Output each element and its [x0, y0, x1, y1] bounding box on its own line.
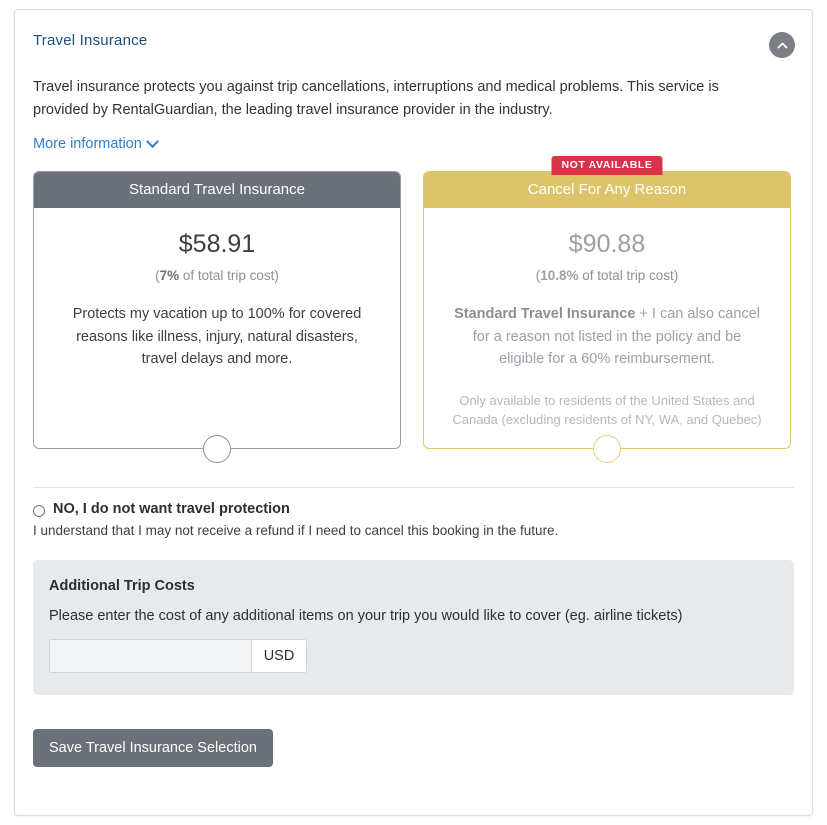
- intro-text: Travel insurance protects you against trip cancellations, interruptions and medical problems. This service is provided by RentalGuardian, the leading travel insurance provider in the industry.: [33, 79, 719, 119]
- plan-card-cancel-for-any-reason[interactable]: [423, 159, 791, 449]
- plan-cfar-percent-value: 10.8%: [540, 268, 579, 284]
- plan-cfar-price: $90.88: [568, 230, 646, 259]
- travel-insurance-panel: [14, 9, 813, 816]
- plan-cfar-percent: (10.8% of total trip cost): [535, 268, 679, 284]
- panel-header: [15, 10, 812, 50]
- plan-standard-title: Standard Travel Insurance: [34, 172, 400, 208]
- save-travel-insurance-selection-button[interactable]: Save Travel Insurance Selection: [33, 729, 273, 767]
- plan-standard-percent: (7% of total trip cost): [155, 268, 279, 284]
- plan-cards: [33, 159, 794, 449]
- more-information-link[interactable]: [33, 136, 157, 152]
- divider: [33, 487, 794, 488]
- additional-trip-costs-title: Additional Trip Costs: [49, 578, 195, 595]
- decline-option[interactable]: [33, 501, 794, 517]
- additional-cost-input-row: [49, 639, 307, 673]
- plan-cfar-description-bold: Standard Travel Insurance: [454, 306, 636, 323]
- more-information-label: More information: [33, 136, 142, 153]
- currency-label: USD: [251, 639, 307, 673]
- collapse-panel-button[interactable]: [769, 32, 795, 58]
- plan-cfar-title: Cancel For Any Reason: [424, 172, 790, 208]
- chevron-up-icon: [776, 39, 789, 52]
- additional-trip-costs-description: Please enter the cost of any additional items on your trip you would like to cover (eg. airline tickets): [49, 608, 683, 625]
- chevron-down-icon: [146, 135, 159, 148]
- plan-standard-percent-value: 7%: [159, 268, 180, 284]
- additional-cost-input[interactable]: [49, 639, 251, 673]
- plan-cfar-radio-holder: [593, 435, 621, 463]
- plan-standard-radio-holder: [203, 435, 231, 463]
- plan-cfar-note: Only available to residents of the United States and Canada (excluding residents of NY, WA, and Quebec): [452, 392, 762, 428]
- decline-sublabel: I understand that I may not receive a refund if I need to cancel this booking in the future.: [33, 523, 559, 539]
- plan-cfar-radio[interactable]: [593, 435, 621, 463]
- plan-standard-description: Protects my vacation up to 100% for covered reasons like illness, injury, natural disasters, travel delays and more.: [72, 306, 362, 368]
- status-badge: NOT AVAILABLE: [551, 156, 662, 175]
- decline-radio[interactable]: [33, 505, 45, 517]
- plan-standard-price: $58.91: [178, 230, 256, 259]
- page-title: Travel Insurance: [33, 32, 148, 49]
- plan-cfar-description-rest: + I can also cancel for a reason not listed in the policy and be eligible for a 60% reimbursement.: [472, 306, 760, 368]
- plan-cfar-percent-suffix: of total trip cost: [578, 268, 674, 284]
- decline-label: NO, I do not want travel protection: [53, 501, 290, 518]
- plan-card-standard[interactable]: [33, 171, 401, 449]
- additional-trip-costs-section: [33, 560, 794, 695]
- plan-cfar-description: [450, 303, 764, 370]
- plan-standard-radio[interactable]: [203, 435, 231, 463]
- plan-standard-percent-suffix: of total trip cost: [179, 268, 275, 284]
